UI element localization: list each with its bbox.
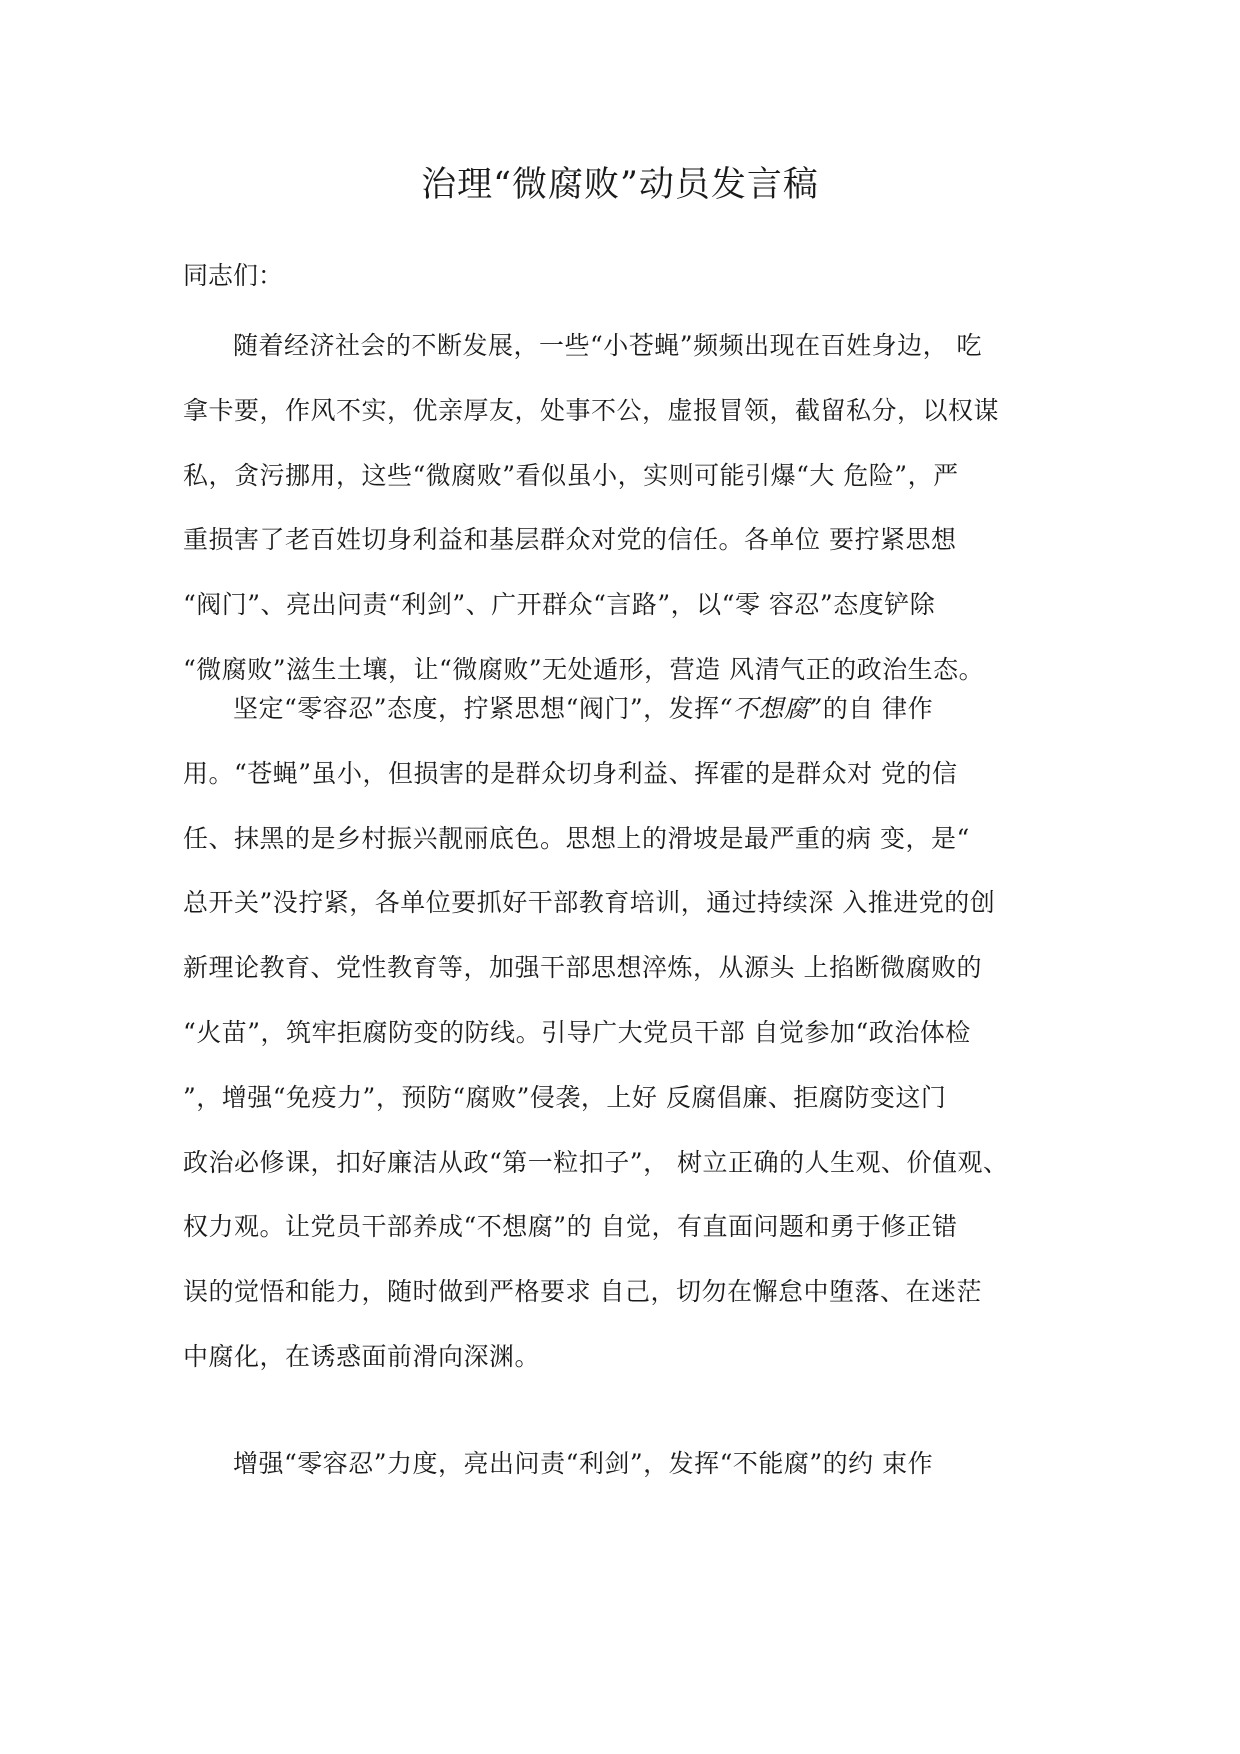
paragraph-line: 总开关”没拧紧，各单位要抓好干部教育培训，通过持续深 入推进党的创 — [183, 888, 996, 918]
salutation: 同志们： — [183, 261, 284, 290]
first-line-before: 坚定“零容忍”态度，拧紧思想“阀门”，发挥 — [233, 694, 720, 723]
paragraph-line: 权力观。让党员干部养成“不想腐”的 自觉，有直面问题和勇于修正错 — [183, 1212, 958, 1242]
paragraph-line: “阀门”、亮出问责“利剑”、广开群众“言路”，以“零 容忍”态度铲除 — [183, 590, 936, 620]
paragraph-line: “微腐败”滋生土壤，让“微腐败”无处遁形，营造 风清气正的政治生态。 — [183, 654, 985, 684]
first-line-after: 的自 律作 — [822, 694, 934, 723]
paragraph-line: “火苗”，筑牢拒腐防变的防线。引导广大党员干部 自觉参加“政治体检 — [183, 1017, 971, 1047]
paragraph-line: 增强“零容忍”力度，亮出问责“利剑”，发挥“不能腐”的约 束作 — [233, 1449, 934, 1478]
paragraph-line: 重损害了老百姓切身利益和基层群众对党的信任。各单位 要拧紧思想 — [183, 525, 957, 555]
paragraph-line: 误的觉悟和能力，随时做到严格要求 自己，切勿在懈怠中堕落、在迷茫 — [183, 1277, 982, 1307]
paragraph-line: ”，增强“免疫力”，预防“腐败”侵袭，上好 反腐倡廉、拒腐防变这门 — [183, 1082, 947, 1112]
paragraph-line: 中腐化，在诱惑面前滑向深渊。 — [183, 1341, 541, 1371]
emphasis-text: “不想腐” — [719, 694, 823, 723]
paragraph-line: 新理论教育、党性教育等，加强干部思想淬炼，从源头 上掐断微腐败的 — [183, 953, 982, 983]
paragraph-1 — [183, 314, 1059, 703]
paragraph-line: 随着经济社会的不断发展，一些“小苍蝇”频频出现在百姓身边， 吃 — [233, 331, 983, 360]
paragraph-line: 任、抹黑的是乡村振兴靓丽底色。思想上的滑坡是最严重的病 变，是“ — [183, 823, 970, 853]
paragraph-3 — [183, 1432, 1059, 1497]
paragraph-line: 政治必修课，扣好廉洁从政“第一粒扣子”， 树立正确的人生观、价值观、 — [183, 1147, 1009, 1177]
paragraph-line: 用。“苍蝇”虽小，但损害的是群众切身利益、挥霍的是群众对 党的信 — [183, 758, 958, 788]
paragraph-2 — [183, 677, 1059, 1390]
paragraph-line: 私，贪污挪用，这些“微腐败”看似虽小，实则可能引爆“大 危险”，严 — [183, 460, 959, 490]
document-title: 治理“微腐败”动员发言稿 — [421, 165, 819, 205]
paragraph-first-line — [183, 677, 1059, 742]
paragraph-line: 拿卡要，作风不实，优亲厚友，处事不公，虚报冒领，截留私分，以权谋 — [183, 395, 1000, 425]
